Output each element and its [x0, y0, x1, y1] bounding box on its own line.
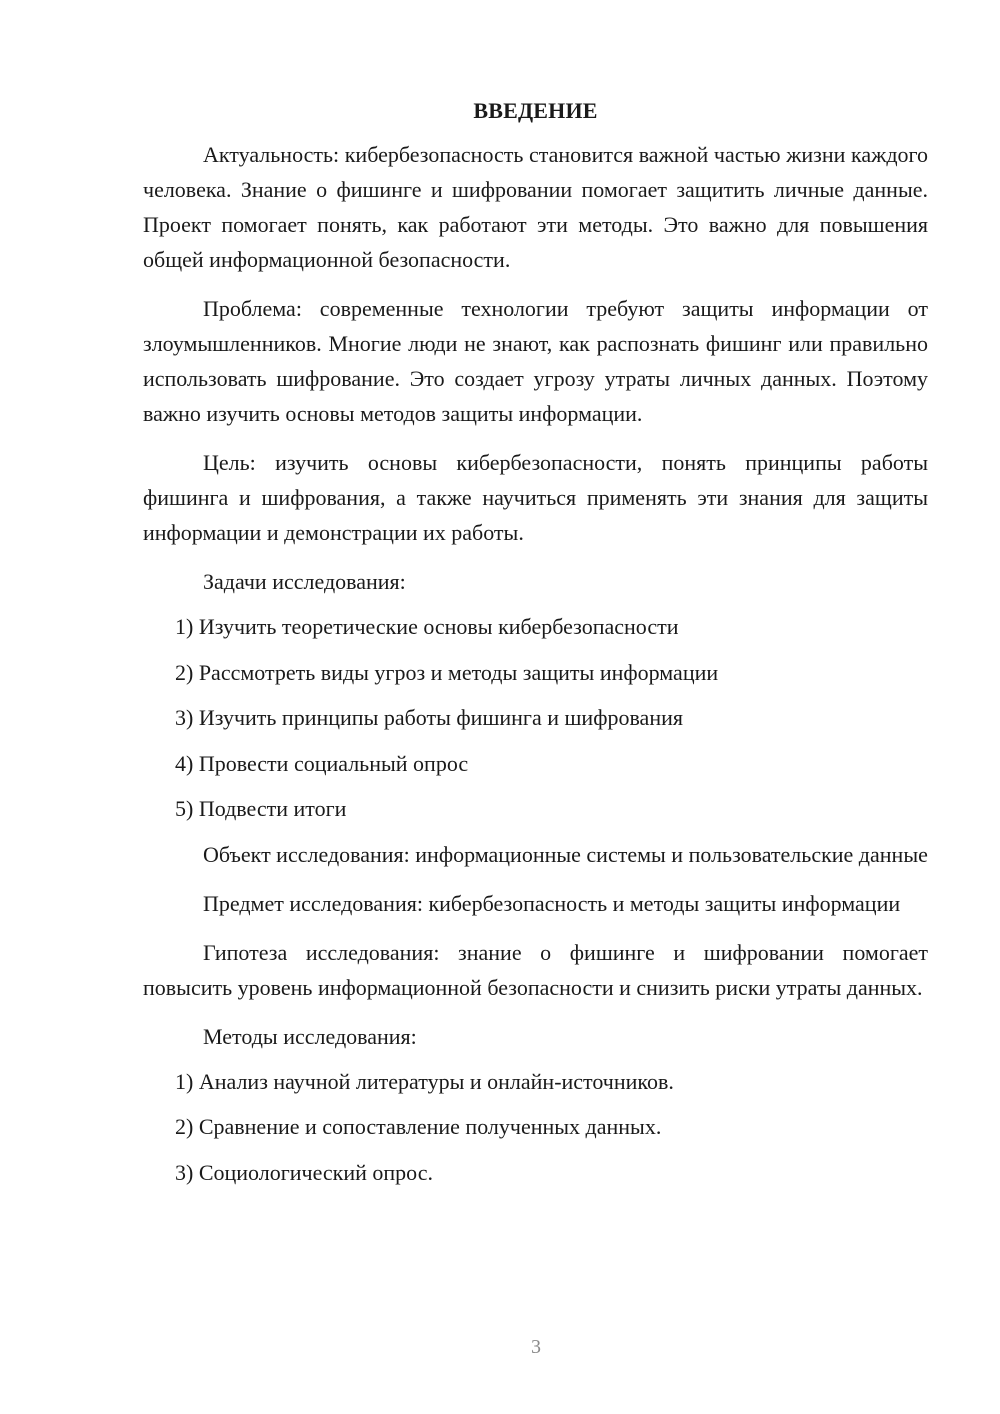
list-item: 2) Рассмотреть виды угроз и методы защиты информации — [175, 659, 719, 685]
list-item: 3) Социологический опрос. — [175, 1159, 433, 1185]
page-number: 3 — [531, 1336, 541, 1358]
subject-paragraph: Предмет исследования: кибербезопасность и методы защиты информации — [203, 890, 901, 916]
section-title: ВВЕДЕНИЕ — [473, 98, 598, 123]
tasks-list — [143, 609, 928, 826]
list-item: 3) Изучить принципы работы фишинга и шифрования — [175, 705, 683, 730]
methods-heading: Методы исследования: — [203, 1023, 417, 1049]
list-item: 2) Сравнение и сопоставление полученных данных. — [175, 1114, 662, 1139]
tasks-heading: Задачи исследования: — [203, 569, 406, 594]
list-item: 5) Подвести итоги — [175, 796, 347, 821]
methods-list — [143, 1064, 928, 1190]
list-item: 1) Изучить теоретические основы кибербезопасности — [175, 614, 679, 639]
object-paragraph: Объект исследования: информационные системы и пользовательские данные — [203, 841, 928, 867]
problem-paragraph: Проблема: современные технологии требуют защиты информации от злоумышленников. Многие люди не знают, как распознать фишинг или правильно использовать шифрование. Это создает угрозу утраты личных данных. Поэтому важно изучить основы методов защиты информации. — [143, 296, 928, 426]
list-item: 4) Провести социальный опрос — [175, 750, 469, 776]
goal-paragraph: Цель: изучить основы кибербезопасности, понять принципы работы фишинга и шифрования, а также научиться применять эти знания для защиты информации и демонстрации их работы. — [143, 450, 928, 545]
relevance-paragraph: Актуальность: кибербезопасность становится важной частью жизни каждого человека. Знание о фишинге и шифровании помогает защитить личные данные. Проект помогает понять, как работают эти методы. Это важно для повышения общей информационной безопасности. — [143, 142, 928, 272]
list-item: 1) Анализ научной литературы и онлайн-источников. — [175, 1068, 674, 1094]
hypothesis-paragraph: Гипотеза исследования: знание о фишинге и шифровании помогает повысить уровень информационной безопасности и снизить риски утраты данных. — [143, 939, 928, 1000]
page-content — [143, 96, 928, 1200]
